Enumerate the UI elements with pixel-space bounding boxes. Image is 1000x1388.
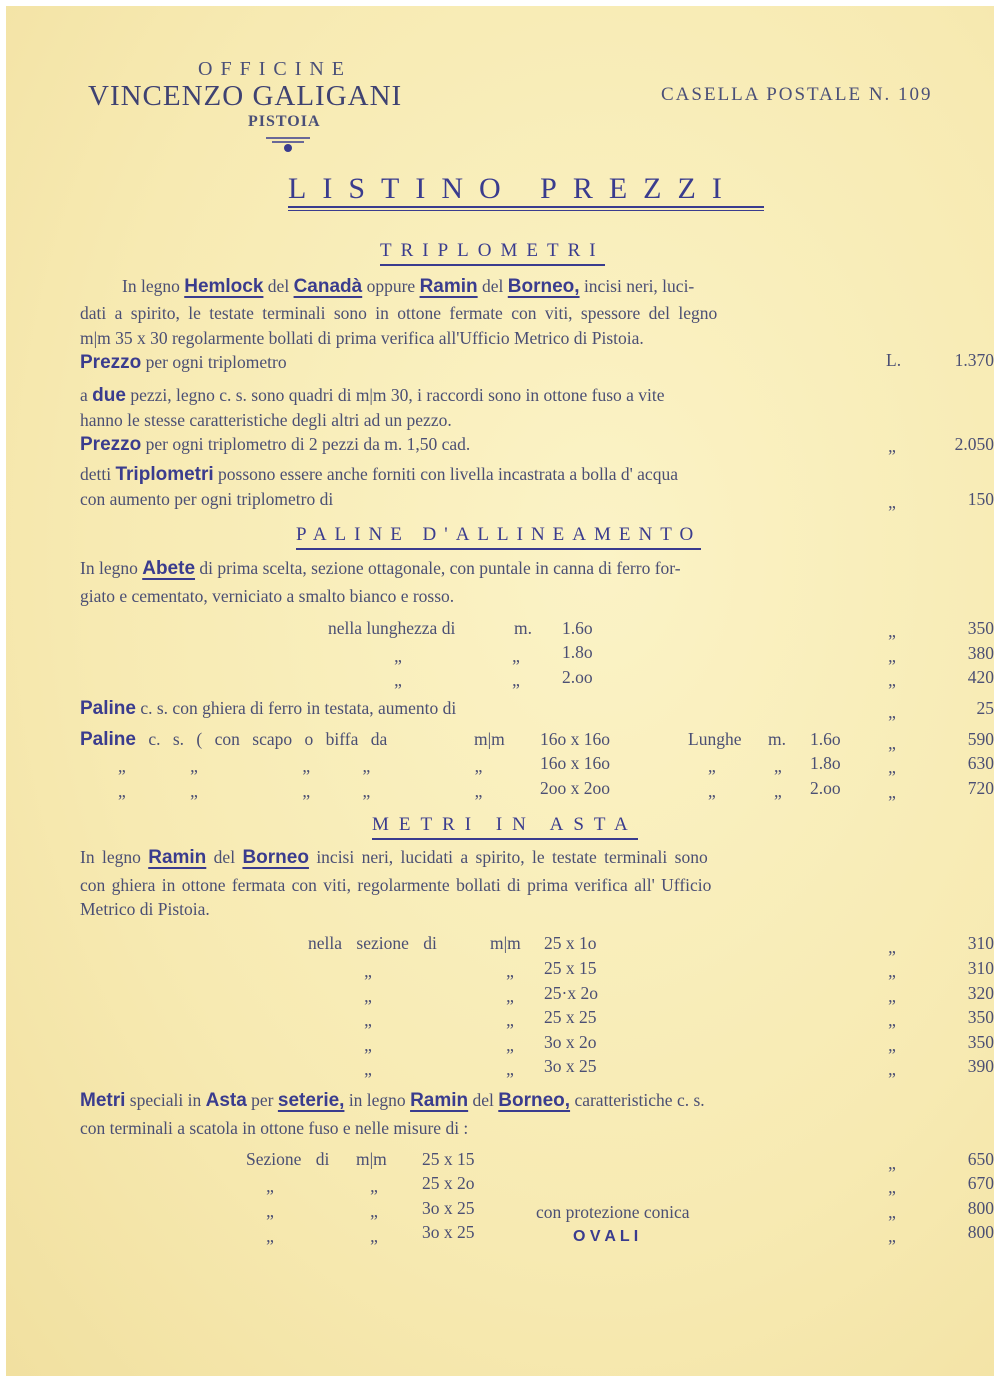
triplometri-paragraph-line-1 <box>122 276 694 298</box>
ditto-mark: „ <box>364 986 372 1006</box>
ditto-mark: „ <box>370 1226 378 1246</box>
note-ovali: O V A L I <box>573 1228 639 1245</box>
length-value: 2.oo <box>562 667 593 687</box>
dimension-value: 25 x 2o <box>422 1173 475 1193</box>
keyword-abete: Abete <box>142 558 196 579</box>
ditto-mark: „ <box>888 621 896 641</box>
text-segment: del <box>213 847 236 867</box>
lunghe-label: Lunghe <box>688 729 742 749</box>
ditto-mark: „ <box>888 670 896 690</box>
ditto-mark: „ <box>512 670 520 690</box>
price-value: 310 <box>967 933 994 953</box>
dimension-value: 16o x 16o <box>540 753 610 773</box>
paline-scapo-line <box>80 729 387 751</box>
ditto-mark: „ <box>506 1059 514 1079</box>
text-segment: In legno <box>122 276 180 296</box>
price-value: 670 <box>967 1173 994 1193</box>
keyword-hemlock: Hemlock <box>184 276 264 297</box>
price-value: 380 <box>967 643 994 663</box>
metri-paragraph-line-1 <box>80 847 708 869</box>
text-segment: pezzi, legno c. s. sono quadri di m|m 30, i raccordi sono in ottone fuso a vite <box>130 385 665 405</box>
paline-length-label: nella lunghezza di <box>328 618 456 638</box>
header-city: PISTOIA <box>248 113 321 130</box>
header-po-box: CASELLA POSTALE N. 109 <box>661 84 933 105</box>
ditto-mark: „ <box>888 1059 896 1079</box>
keyword-ramin: Ramin <box>148 847 207 868</box>
price-value: 350 <box>967 1007 994 1027</box>
triplometri-paragraph-line-3: m|m 35 x 30 regolarmente bollati di prima verifica all'Ufficio Metrico di Pistoia. <box>80 328 644 348</box>
header-officine: OFFICINE <box>198 58 353 80</box>
ditto-mark: „ <box>888 1153 896 1173</box>
price-value: 310 <box>967 958 994 978</box>
ditto-mark: „ <box>364 1010 372 1030</box>
ditto-mark: „ <box>888 937 896 957</box>
ditto-mark: „ <box>266 1201 274 1221</box>
text-segment: del <box>482 276 504 296</box>
ditto-mark: „ <box>888 702 896 722</box>
price-value: 2.050 <box>954 434 994 454</box>
price-value: 350 <box>967 618 994 638</box>
price-list-document <box>6 6 994 1376</box>
keyword-ramin: Ramin <box>419 276 478 297</box>
text-segment: del <box>472 1090 494 1110</box>
triplometri-livella-line-2: con aumento per ogni triplometro di <box>80 489 334 509</box>
unit-label: „ <box>774 781 782 801</box>
length-value: 1.8o <box>562 642 593 662</box>
text-segment: a <box>80 385 88 405</box>
ditto-mark: „ <box>364 1035 372 1055</box>
text-segment: incisi neri, luci- <box>583 276 695 296</box>
ditto-row <box>118 756 482 777</box>
price-value: 350 <box>967 1032 994 1052</box>
unit-label: m. <box>768 729 786 749</box>
keyword-ramin: Ramin <box>410 1090 469 1111</box>
keyword-paline: Paline <box>80 698 136 719</box>
dimension-value: 25 x 25 <box>544 1007 597 1027</box>
length-value: 1.6o <box>810 729 841 749</box>
keyword-prezzo: Prezzo <box>80 434 142 455</box>
dimension-value: 3o x 25 <box>422 1198 475 1218</box>
keyword-triplometri: Triplometri <box>115 464 214 485</box>
ditto-mark: „ <box>394 670 402 690</box>
ditto-mark: „ <box>888 1226 896 1246</box>
ditto-mark: „ <box>362 781 371 801</box>
text-segment: detti <box>80 464 112 484</box>
ditto-mark: „ <box>370 1176 378 1196</box>
keyword-borneo: Borneo <box>242 847 309 868</box>
metri-paragraph-line-3: Metrico di Pistoia. <box>80 899 210 919</box>
dimension-value: 25 x 1o <box>544 933 597 953</box>
text-segment: del <box>267 276 290 296</box>
ditto-mark: „ <box>888 986 896 1006</box>
price-value: 1.370 <box>954 350 994 370</box>
ditto-mark: „ <box>190 756 198 776</box>
ditto-mark: „ <box>888 1010 896 1030</box>
keyword-canada: Canadà <box>293 276 363 297</box>
triplometri-price-line-1 <box>80 352 287 374</box>
page-title: LISTINO PREZZI <box>288 172 738 205</box>
dimension-value: 3o x 25 <box>544 1056 597 1076</box>
dimension-value: 3o x 25 <box>422 1222 475 1242</box>
ditto-mark: „ <box>266 1176 274 1196</box>
price-value: 590 <box>967 729 994 749</box>
price-value: 320 <box>967 983 994 1003</box>
text-segment: di prima scelta, sezione ottagonale, con puntale in canna di ferro for- <box>199 558 681 578</box>
paline-length-unit: m. <box>514 618 532 638</box>
length-value: 2.oo <box>810 778 841 798</box>
ditto-mark: „ <box>302 781 311 801</box>
text-segment: oppure <box>366 276 416 296</box>
keyword-borneo: Borneo, <box>507 276 580 297</box>
triplometri-livella-line-1 <box>80 464 678 486</box>
section-heading-metri-in-asta: METRI IN ASTA <box>372 814 638 840</box>
price-value: 390 <box>967 1056 994 1076</box>
text-segment: caratteristiche c. s. <box>574 1090 705 1110</box>
dimension-value: 2oo x 2oo <box>540 778 610 798</box>
note-text: con protezione conica <box>536 1202 690 1222</box>
keyword-due: due <box>92 385 126 406</box>
dimension-value: 16o x 16o <box>540 729 610 749</box>
keyword-borneo: Borneo, <box>498 1090 571 1111</box>
scapo-unit: m|m <box>474 729 505 749</box>
dimension-value: 25 x 15 <box>544 958 597 978</box>
title-underline <box>288 206 764 211</box>
lunghe-label: „ <box>708 781 716 801</box>
ditto-mark: „ <box>888 782 896 802</box>
metri-section-unit: m|m <box>490 933 521 953</box>
keyword-metri: Metri <box>80 1090 126 1111</box>
ditto-mark: „ <box>302 756 311 776</box>
text-segment: per ogni triplometro <box>145 352 287 372</box>
length-value: 1.8o <box>810 753 841 773</box>
speciali-section-unit: m|m <box>356 1149 387 1169</box>
paline-ghiera-line <box>80 698 456 720</box>
ditto-mark: „ <box>888 1202 896 1222</box>
ditto-mark: „ <box>364 1059 372 1079</box>
keyword-seterie: seterie, <box>277 1090 345 1111</box>
price-value: 25 <box>976 698 994 718</box>
ditto-mark: „ <box>512 646 520 666</box>
section-heading-triplometri: TRIPLOMETRI <box>380 240 605 266</box>
ditto-mark: „ <box>370 1201 378 1221</box>
ditto-mark: „ <box>888 733 896 753</box>
ditto-mark: „ <box>364 961 372 981</box>
text-segment: c. s. ( con scapo o biffa da <box>148 729 388 749</box>
text-segment: c. s. con ghiera di ferro in testata, aumento di <box>140 698 457 718</box>
speciali-section-label: Sezione di <box>246 1149 330 1169</box>
ditto-mark: „ <box>190 781 198 801</box>
keyword-prezzo: Prezzo <box>80 352 142 373</box>
ditto-mark: „ <box>888 492 896 512</box>
text-segment: in legno <box>348 1090 406 1110</box>
ditto-mark: „ <box>888 436 896 456</box>
triplometri-due-line-1 <box>80 385 665 407</box>
ditto-mark: „ <box>506 961 514 981</box>
dimension-value: 25·x 2o <box>544 983 598 1003</box>
dimension-value: 3o x 2o <box>544 1032 597 1052</box>
triplometri-due-line-2: hanno le stesse caratteristiche degli altri ad un pezzo. <box>80 410 452 430</box>
ditto-mark: „ <box>118 756 126 776</box>
metri-section-label: nella sezione di <box>308 933 437 953</box>
ditto-row <box>118 781 482 802</box>
currency-label: L. <box>886 350 902 370</box>
ditto-mark: „ <box>474 756 483 776</box>
keyword-asta: Asta <box>205 1090 247 1111</box>
ditto-mark: „ <box>394 646 402 666</box>
speciali-line-1 <box>80 1090 705 1112</box>
header-ornament-icon <box>264 135 312 155</box>
triplometri-price-line-2 <box>80 434 470 456</box>
text-segment: per ogni triplometro di 2 pezzi da m. 1,50 cad. <box>145 434 471 454</box>
ditto-mark: „ <box>888 757 896 777</box>
text-segment: In legno <box>80 847 141 867</box>
ditto-mark: „ <box>118 781 126 801</box>
ditto-mark: „ <box>474 781 483 801</box>
ditto-mark: „ <box>888 1035 896 1055</box>
price-value: 420 <box>967 667 994 687</box>
length-value: 1.6o <box>562 618 593 638</box>
lunghe-label: „ <box>708 756 716 776</box>
paline-paragraph-line-2: giato e cementato, verniciato a smalto bianco e rosso. <box>80 586 455 606</box>
metri-paragraph-line-2: con ghiera in ottone fermata con viti, regolarmente bollati di prima verifica all' Ufficio <box>80 875 712 895</box>
header-company: VINCENZO GALIGANI <box>88 80 403 112</box>
text-segment: possono essere anche forniti con livella incastrata a bolla d' acqua <box>218 464 678 484</box>
unit-label: „ <box>774 756 782 776</box>
ditto-mark: „ <box>506 986 514 1006</box>
text-segment: per <box>251 1090 274 1110</box>
ditto-mark: „ <box>888 646 896 666</box>
dimension-value: 25 x 15 <box>422 1149 475 1169</box>
ditto-mark: „ <box>506 1010 514 1030</box>
ditto-mark: „ <box>888 961 896 981</box>
price-value: 720 <box>967 778 994 798</box>
paline-paragraph-line-1 <box>80 558 681 580</box>
speciali-line-2: con terminali a scatola in ottone fuso e nelle misure di : <box>80 1118 469 1138</box>
price-value: 630 <box>967 753 994 773</box>
text-segment: In legno <box>80 558 138 578</box>
price-value: 150 <box>967 489 994 509</box>
ditto-mark: „ <box>888 1177 896 1197</box>
ditto-mark: „ <box>362 756 371 776</box>
ditto-mark: „ <box>506 1035 514 1055</box>
text-segment: incisi neri, lucidati a spirito, le testate terminali sono <box>316 847 708 867</box>
triplometri-paragraph-line-2: dati a spirito, le testate terminali sono in ottone fermate con viti, spessore del legno <box>80 303 718 323</box>
keyword-paline: Paline <box>80 729 136 750</box>
price-value: 650 <box>967 1149 994 1169</box>
text-segment: speciali in <box>129 1090 202 1110</box>
ditto-mark: „ <box>266 1226 274 1246</box>
price-value: 800 <box>967 1198 994 1218</box>
section-heading-paline: PALINE D'ALLINEAMENTO <box>296 524 701 550</box>
price-value: 800 <box>967 1222 994 1242</box>
